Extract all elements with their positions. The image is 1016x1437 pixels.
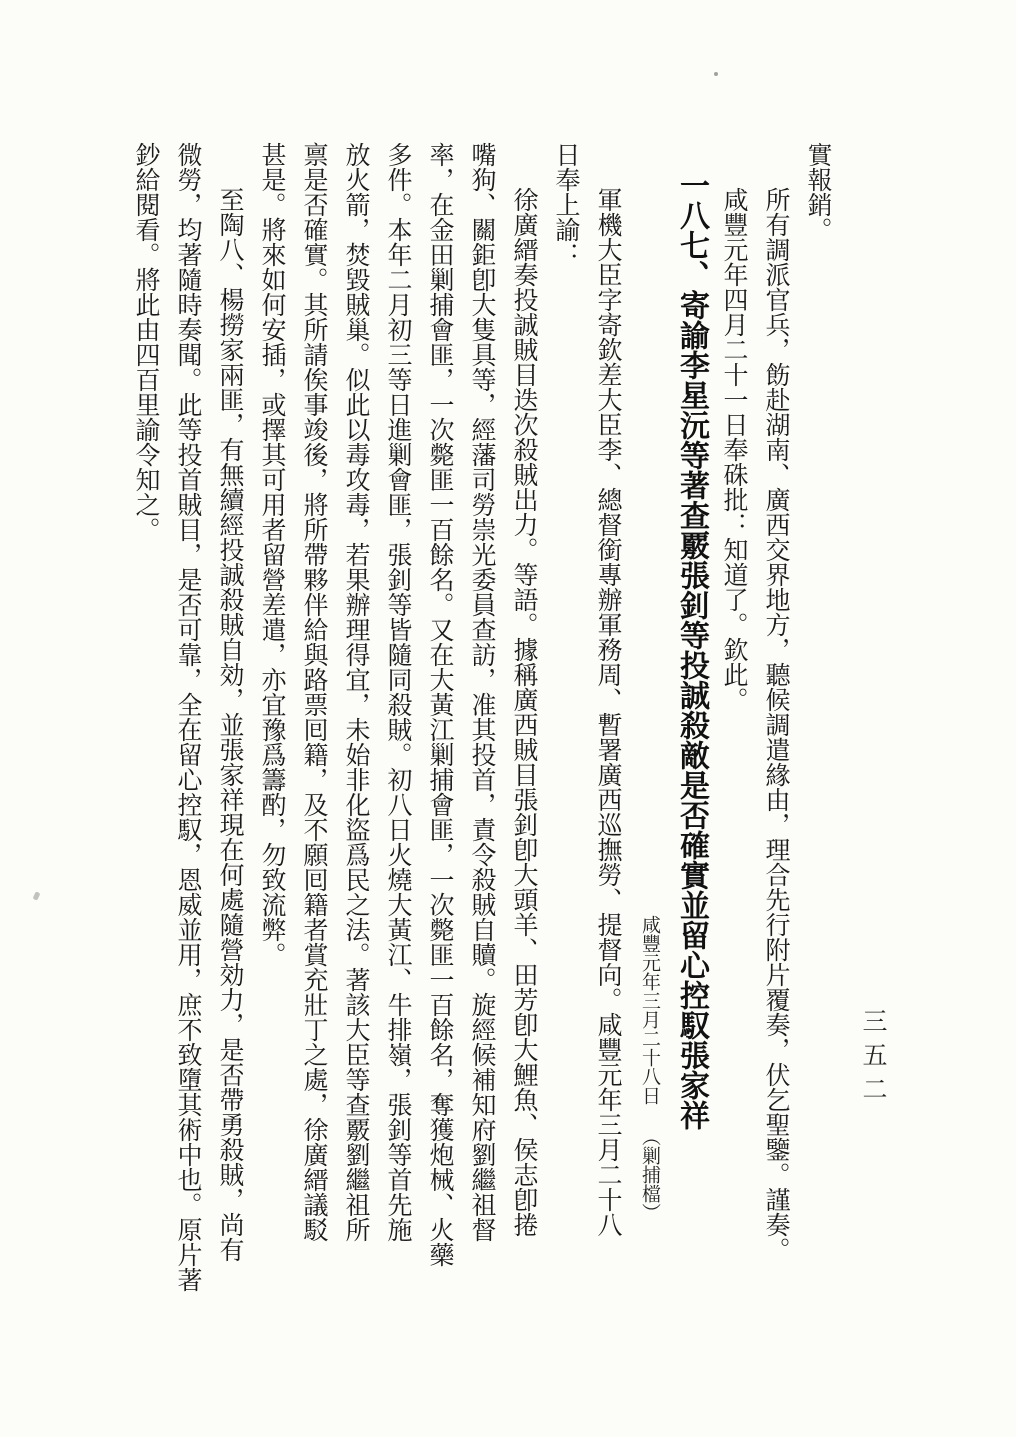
archive-source-note: （剿捕檔） [639, 1126, 660, 1222]
prev-doc-rescript-column: 咸豐元年四月二十一日奉硃批：知道了。欽此。 [720, 187, 747, 712]
document-heading: 一八七、寄諭李星沅等著查覈張釗等投誠殺敵是否確實並留心控馭張家祥 [675, 170, 708, 1130]
prev-doc-ending-column: 實報銷。 [804, 142, 831, 242]
body-column: 率，在金田剿捕會匪，一次斃匪一百餘名。又在大黃江剿捕會匪，一次斃匪一百餘名，奪獲炮械、火藥 [426, 142, 453, 1267]
document-date-column [628, 142, 670, 1327]
scan-artifact [714, 72, 718, 76]
folio-number: 三五二 [859, 1008, 886, 1110]
body-column: 徐廣縉奏投誠賊目迭次殺賊出力。等語。據稱廣西賊目張釗卽大頭羊、田芳卽大鯉魚、侯志卽捲 [510, 187, 537, 1237]
body-column-edict-opening: 日奉上諭： [552, 142, 579, 267]
body-column: 放火箭，焚毀賊巢。似此以毒攻毒，若果辦理得宜，未始非化盜爲民之法。著該大臣等查覈劉繼祖所 [342, 142, 369, 1242]
body-column-addressees: 軍機大臣字寄欽差大臣李、總督銜專辦軍務周、暫署廣西巡撫勞、提督向。咸豐元年三月二十八 [594, 187, 621, 1237]
text-block [124, 142, 838, 1327]
body-column: 禀是否確實。其所請俟事竣後，將所帶夥伴給與路票囘籍，及不願囘籍者賞充壯丁之處，徐廣縉議駁 [300, 142, 327, 1242]
body-column: 至陶八、楊撈家兩匪，有無續經投誠殺賊自効，並張家祥現在何處隨營効力，是否帶勇殺賊，尚有 [216, 187, 243, 1262]
body-column: 甚是。將來如何安插，或擇其可用者留營差遣，亦宜豫爲籌酌，勿致流弊。 [258, 142, 285, 967]
body-column-closing: 鈔給閱看。將此由四百里諭令知之。 [132, 142, 159, 542]
prev-doc-closing-column: 所有調派官兵，飭赴湖南、廣西交界地方，聽候調遣緣由，理合先行附片覆奏，伏乞聖鑒。謹奏。 [762, 187, 789, 1262]
document-date: 咸豐元年三月二十八日 [639, 915, 660, 1105]
body-column: 嘴狗、關鉅卽大隻具等，經藩司勞崇光委員查訪，准其投首，責令殺賊自贖。旋經候補知府劉繼祖督 [468, 142, 495, 1242]
scan-artifact [33, 891, 41, 900]
body-column: 多件。本年二月初三等日進剿會匪，張釗等皆隨同殺賊。初八日火燒大黃江、牛排嶺，張釗等首先施 [384, 142, 411, 1242]
body-column: 微勞，均著隨時奏聞。此等投首賊目，是否可靠，全在留心控馭，恩威並用，庶不致墮其術中也。原片著 [174, 142, 201, 1292]
